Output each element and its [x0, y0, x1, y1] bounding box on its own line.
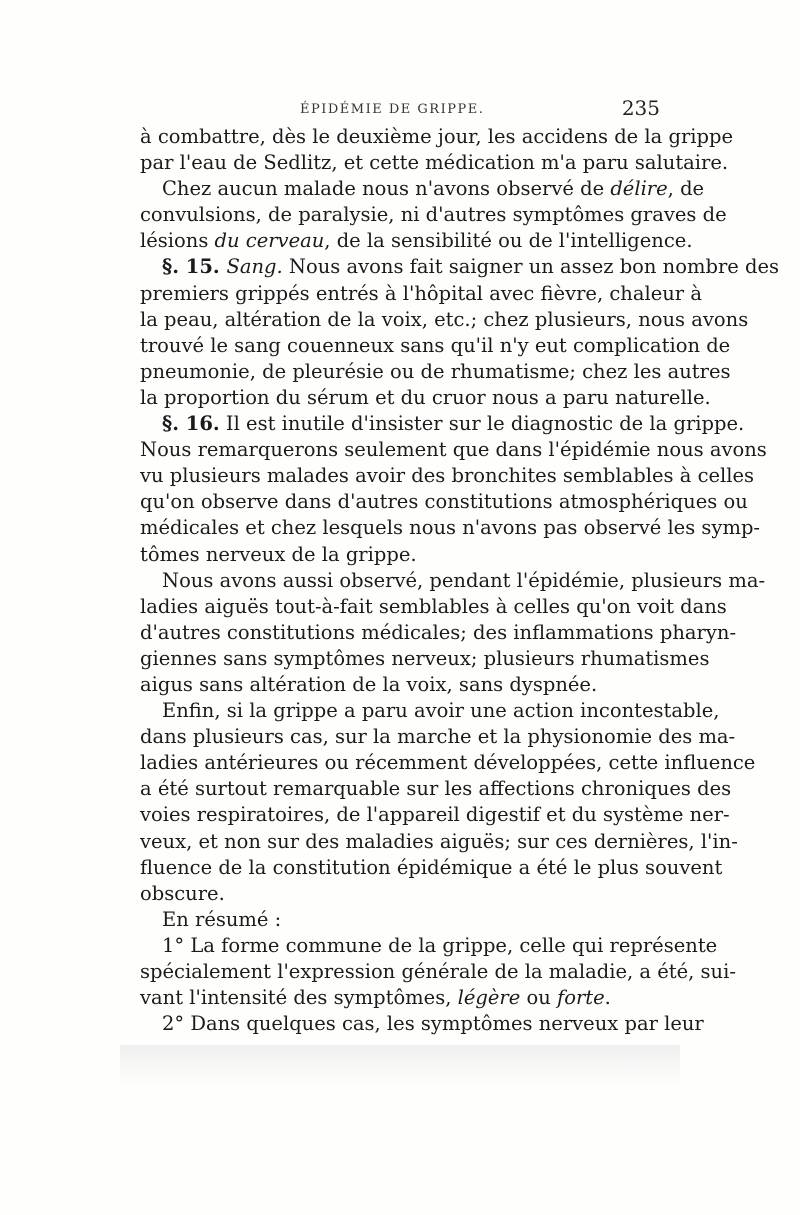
- text-line: giennes sans symptômes nerveux; plusieurs rhumatismes: [140, 646, 710, 670]
- running-title: ÉPIDÉMIE DE GRIPPE.: [300, 102, 485, 117]
- section-number: §. 15.: [162, 255, 227, 279]
- text-line: trouvé le sang couenneux sans qu'il n'y eut complication de: [140, 333, 731, 357]
- italic-term: forte: [557, 986, 605, 1010]
- text-line: veux, et non sur des maladies aiguës; sur ces dernières, l'in-: [140, 829, 738, 853]
- text-line: 1° La forme commune de la grippe, celle qui représente: [162, 933, 718, 957]
- text-line: 2° Dans quelques cas, les symptômes nerveux par leur: [162, 1012, 704, 1036]
- section-title: Sang.: [226, 255, 283, 279]
- text-line: Enfin, si la grippe a paru avoir une action incontestable,: [162, 699, 720, 723]
- text-line: convulsions, de paralysie, ni d'autres symptômes graves de: [140, 203, 727, 227]
- text-line: [140, 254, 780, 280]
- text-line: En résumé :: [162, 907, 282, 931]
- page-header: [140, 96, 660, 124]
- text-line: la peau, altération de la voix, etc.; chez plusieurs, nous avons: [140, 307, 749, 331]
- text-run: Chez aucun malade nous n'avons observé de: [162, 177, 611, 201]
- text-line: pneumonie, de pleurésie ou de rhumatisme; chez les autres: [140, 359, 731, 383]
- text-line: Nous avons aussi observé, pendant l'épidémie, plusieurs ma-: [162, 568, 766, 592]
- text-run: , de: [667, 177, 705, 201]
- text-line: par l'eau de Sedlitz, et cette médication m'a paru salutaire.: [140, 151, 729, 175]
- italic-term: du cerveau: [214, 229, 325, 253]
- text-line: [140, 176, 705, 202]
- text-line: ladies aiguës tout-à-fait semblables à celles qu'on voit dans: [140, 594, 727, 618]
- text-line: obscure.: [140, 881, 225, 905]
- text-run: lésions: [140, 229, 215, 253]
- text-run: vant l'intensité des symptômes,: [140, 986, 458, 1010]
- text-line: [140, 985, 660, 1011]
- text-line: tômes nerveux de la grippe.: [140, 542, 417, 566]
- text-line: premiers grippés entrés à l'hôpital avec fièvre, chaleur à: [140, 281, 702, 305]
- text-line: [140, 411, 745, 437]
- text-line: d'autres constitutions médicales; des inflammations pharyn-: [140, 620, 737, 644]
- text-run: ou: [520, 986, 557, 1010]
- text-run: Il est inutile d'insister sur le diagnostic de la grippe.: [219, 412, 745, 436]
- text-line: spécialement l'expression générale de la maladie, a été, sui-: [140, 960, 736, 983]
- text-line: vu plusieurs malades avoir des bronchites semblables à celles: [140, 464, 755, 488]
- text-line: la proportion du sérum et du cruor nous a paru naturelle.: [140, 385, 711, 409]
- text-line: aigus sans altération de la voix, sans dyspnée.: [140, 672, 598, 696]
- text-line: qu'on observe dans d'autres constitutions atmosphériques ou: [140, 490, 748, 514]
- text-line: à combattre, dès le deuxième jour, les accidens de la grippe: [140, 125, 734, 148]
- section-number: §. 16.: [162, 412, 220, 436]
- text-line: a été surtout remarquable sur les affections chroniques des: [140, 777, 732, 801]
- body-text: [140, 124, 780, 1037]
- text-run: , de la sensibilité ou de l'intelligence.: [324, 229, 693, 253]
- text-line: voies respiratoires, de l'appareil digestif et du système ner-: [140, 803, 730, 827]
- text-line: ladies antérieures ou récemment développées, cette influence: [140, 751, 756, 775]
- text-run: .: [604, 986, 611, 1010]
- text-line: Nous remarquerons seulement que dans l'épidémie nous avons: [140, 438, 767, 462]
- page-number: 235: [621, 96, 660, 120]
- text-line: fluence de la constitution épidémique a été le plus souvent: [140, 855, 723, 879]
- text-run: Nous avons fait saigner un assez bon nombre des: [282, 255, 780, 279]
- text-line: médicales et chez lesquels nous n'avons pas observé les symp-: [140, 516, 761, 540]
- text-line: [140, 228, 693, 254]
- italic-term: délire: [610, 177, 668, 201]
- italic-term: légère: [457, 986, 521, 1010]
- text-line: dans plusieurs cas, sur la marche et la physionomie des ma-: [140, 725, 736, 749]
- scan-shadow: [120, 1045, 680, 1085]
